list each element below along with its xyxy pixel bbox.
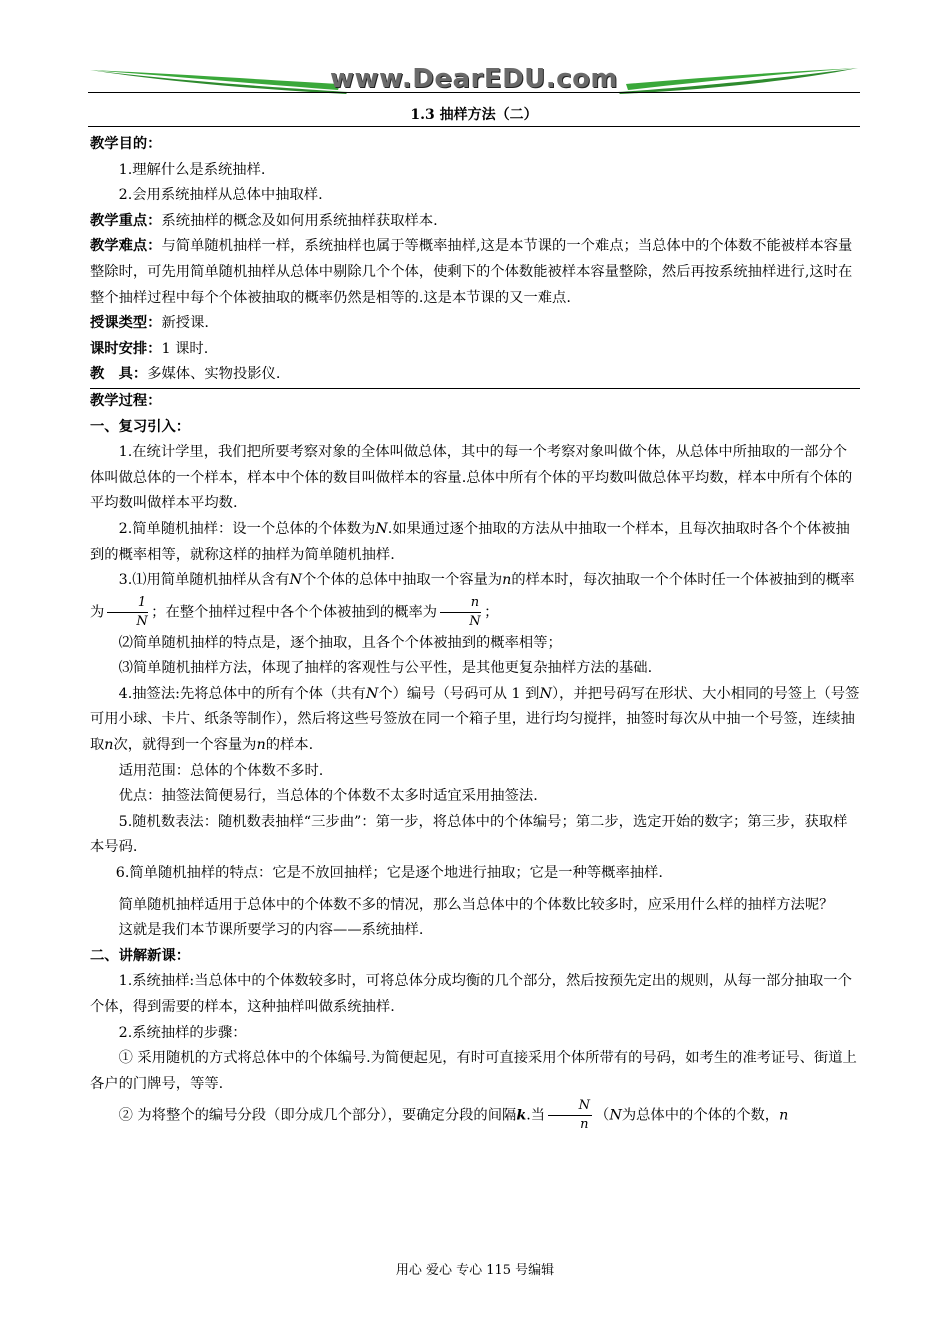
objectives-heading: 教学目的：	[90, 136, 162, 152]
tools-text: 多媒体、实物投影仪.	[147, 366, 281, 383]
difficulty	[90, 234, 860, 311]
key-point-label: 教学重点：	[90, 212, 162, 229]
process-heading: 教学过程：	[90, 392, 162, 409]
review-paragraph: 这就是我们本节课所要学习的内容——系统抽样.	[118, 922, 424, 939]
review-paragraph: 3.⑴用简单随机抽样从含有N个个体的总体中抽取一个容量为n的样本时，每次抽取一个个体时任一个体被抽到的概率为 $\frac{1}{N}$ ；在整个抽样过程中各个个体被抽到的概率为 $\frac{n}{N}$ ；	[90, 572, 855, 629]
document-body	[90, 132, 860, 1134]
lesson-type-label: 授课类型：	[90, 315, 162, 332]
review-paragraph: 1.在统计学里，我们把所要考察对象的全体叫做总体，其中的每一个考察对象叫做个体，从总体中所抽取的一部分个体叫做总体的一个样本，样本中个体的数目叫做样本的容量.总体中所有个体的平均数叫做总体平均数，样本中所有个体的平均数叫做样本平均数.	[90, 444, 853, 512]
objective-item: 1.理解什么是系统抽样.	[118, 161, 266, 178]
lesson-type	[90, 311, 860, 337]
lesson-type-text: 新授课.	[161, 315, 209, 332]
schedule-label: 课时安排：	[90, 340, 162, 357]
new-lesson-paragraph: 2.系统抽样的步骤：	[118, 1024, 247, 1041]
review-heading: 一、复习引入：	[90, 418, 191, 435]
difficulty-label: 教学难点：	[90, 238, 162, 255]
header-rule	[88, 92, 860, 93]
new-lesson-paragraph: 1.系统抽样:当总体中的个体数较多时，可将总体分成均衡的几个部分，然后按预先定出的规则，从每一部分抽取一个个体，得到需要的样本，这种抽样叫做系统抽样.	[90, 973, 852, 1015]
review-paragraph: ⑵简单随机抽样的特点是，逐个抽取，且各个个体被抽到的概率相等；	[118, 634, 562, 651]
fraction: $\frac{n}{N}$	[440, 594, 481, 631]
difficulty-text: 与简单随机抽样一样，系统抽样也属于等概率抽样,这是本节课的一个难点；当总体中的个体数不能被样本容量整除时，可先用简单随机抽样从总体中剔除几个个体，使剩下的个体数能被样本容量整除，然后再按系统抽样进行,这时在整个抽样过程中每个个体被抽取的概率仍然是相等的.这是本节课的又一难点.	[90, 238, 853, 306]
tools	[90, 362, 860, 389]
review-paragraph: 简单随机抽样适用于总体中的个体数不多的情况，那么当总体中的个体数比较多时，应采用什么样的抽样方法呢？	[118, 896, 834, 913]
tools-label: 教 具：	[90, 366, 148, 383]
review-paragraph: 2.简单随机抽样：设一个总体的个体数为N.如果通过逐个抽取的方法从中抽取一个样本，且每次抽取时各个个体被抽到的概率相等，就称这样的抽样为简单随机抽样.	[90, 520, 850, 563]
new-lesson-paragraph: ② 为将整个的编号分段（即分成几个部分），要确定分段的间隔k.当 $\frac{N}{n}$ （N为总体中的个体的个数，n	[118, 1098, 789, 1133]
review-paragraph: 适用范围：总体的个体数不多时.	[118, 762, 324, 779]
fraction: $\frac{1}{N}$	[107, 594, 148, 631]
new-lesson-heading: 二、讲解新课：	[90, 947, 191, 964]
review-paragraph: 5.随机数表法：随机数表抽样“三步曲”：第一步，将总体中的个体编号；第二步，选定开始的数字；第三步，获取样本号码.	[90, 813, 848, 856]
page-footer: 用心 爱心 专心 115 号编辑	[395, 1263, 555, 1278]
schedule-text: 1 课时.	[161, 340, 209, 357]
review-paragraph: 优点：抽签法简便易行，当总体的个体数不太多时适宜采用抽签法.	[118, 788, 538, 805]
key-point	[90, 209, 860, 235]
objective-item: 2.会用系统抽样从总体中抽取样.	[118, 187, 323, 204]
site-logo: www.DearEDU.com	[329, 64, 619, 94]
new-lesson-paragraph: ① 采用随机的方式将总体中的个体编号.为简便起见，有时可直接采用个体所带有的号码，如考生的准考证号、街道上各户的门牌号，等等.	[90, 1050, 857, 1092]
review-paragraph: ⑶简单随机抽样方法，体现了抽样的客观性与公平性，是其他更复杂抽样方法的基础.	[118, 660, 653, 677]
review-paragraph: 6.简单随机抽样的特点：它是不放回抽样；它是逐个地进行抽取；它是一种等概率抽样.	[115, 865, 663, 882]
review-paragraph: 4.抽签法:先将总体中的所有个体（共有N个）编号（号码可从 1 到N），并把号码写在形状、大小相同的号签上（号签可用小球、卡片、纸条等制作），然后将这些号签放在同一个箱子里，进行均匀搅拌，抽签时每次从中抽一个号签，连续抽取n次，就得到一个容量为n的样本.	[90, 685, 860, 754]
schedule	[90, 337, 860, 363]
title-rule	[88, 126, 860, 127]
key-point-text: 系统抽样的概念及如何用系统抽样获取样本.	[161, 212, 438, 229]
fraction: $\frac{N}{n}$	[548, 1097, 592, 1134]
page-title: 1.3 抽样方法（二）	[410, 107, 538, 123]
